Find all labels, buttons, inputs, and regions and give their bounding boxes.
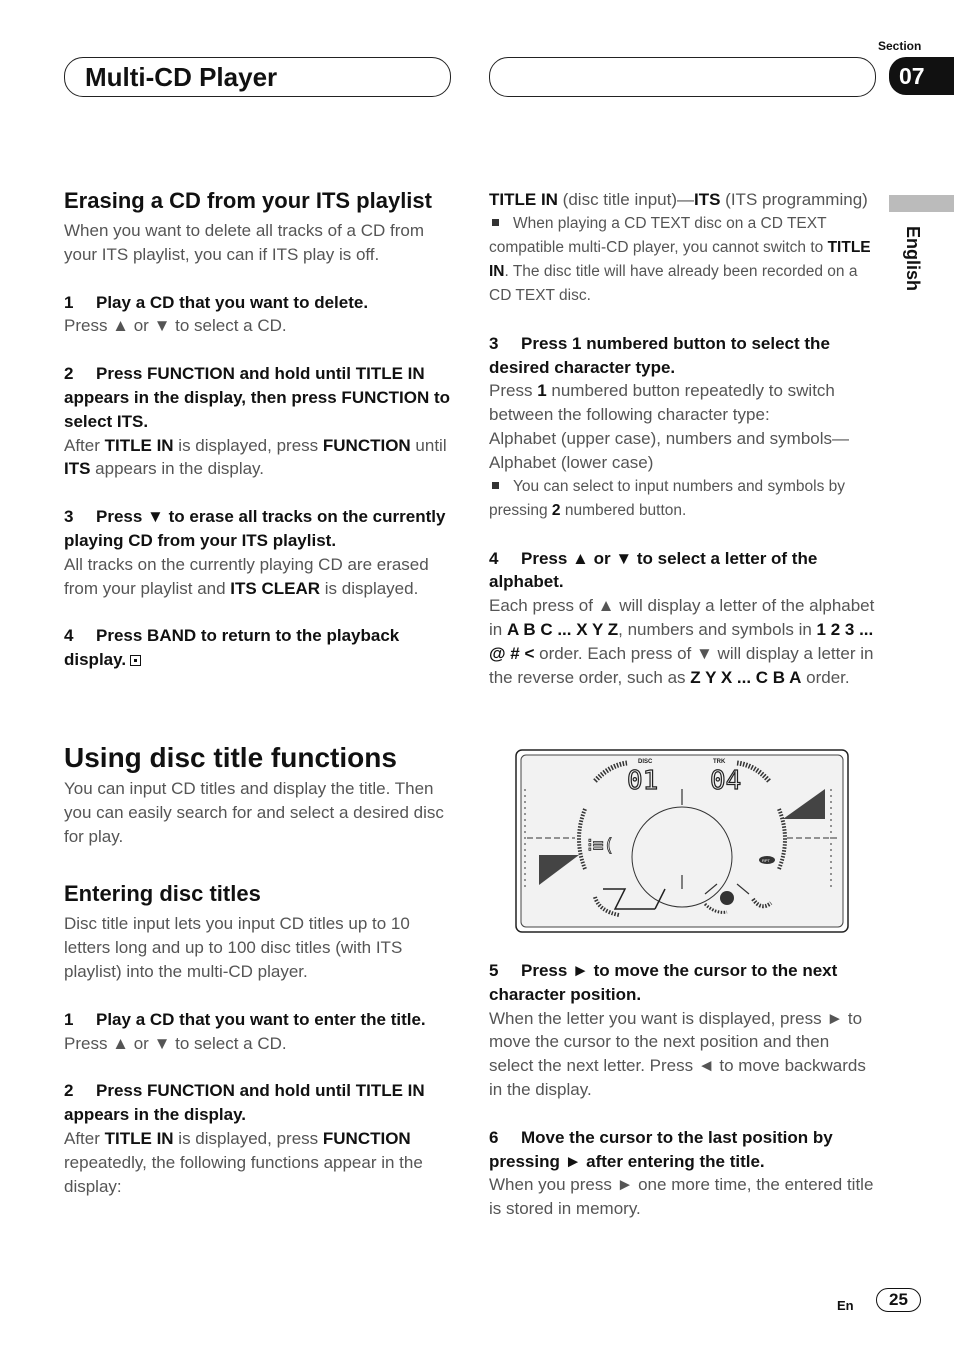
enter-step-1-body: Press ▲ or ▼ to select a CD.	[64, 1033, 287, 1053]
erase-step-2-body: After TITLE IN is displayed, press FUNCTION until ITS appears in the display.	[64, 435, 447, 479]
step-number: 4	[489, 548, 499, 568]
erase-step-1	[64, 291, 456, 315]
step-title: Press 1 numbered button to select the desired character type.	[489, 333, 830, 377]
right-column	[489, 188, 875, 689]
step-5-body: When the letter you want is displayed, press ► to move the cursor to the next position and then select the next letter. Press ◄ to move backwards in the display.	[489, 1008, 866, 1099]
entering-heading: Entering disc titles	[64, 881, 261, 907]
section-number-badge: 07	[889, 57, 954, 95]
step-title: Play a CD that you want to delete.	[96, 292, 369, 312]
step-title: Press FUNCTION and hold until TITLE IN appears in the display, then press FUNCTION to select ITS.	[64, 364, 451, 431]
step-number: 3	[489, 333, 499, 353]
enter-step-2	[64, 1079, 456, 1127]
step-5	[489, 959, 875, 1007]
right-column-lower	[489, 959, 875, 1221]
step-number: 4	[64, 626, 74, 646]
step-number: 1	[64, 292, 74, 312]
repeat-badge: RPT	[762, 858, 770, 863]
bullet-icon	[492, 482, 499, 489]
erase-step-3	[64, 505, 456, 553]
erase-intro: When you want to delete all tracks of a CD from your ITS playlist, you can if ITS play is off.	[64, 221, 424, 264]
erase-step-2	[64, 362, 456, 433]
erase-step-1-body: Press ▲ or ▼ to select a CD.	[64, 316, 287, 336]
track-number: 04	[710, 766, 742, 796]
step-4-body: Each press of ▲ will display a letter of the alphabet in A B C ... X Y Z, numbers and symbols in 1 2 3 ... @ # < order. Each press of ▼ will display a letter in the reverse order, such as Z Y X ... C B A order.	[489, 596, 875, 687]
disc-number: 01	[627, 766, 659, 796]
enter-step-2-body: After TITLE IN is displayed, press FUNCTION repeatedly, the following functions appear in the display:	[64, 1128, 423, 1196]
step-number: 6	[489, 1127, 499, 1147]
step-3	[489, 332, 875, 380]
lcd-display-illustration	[515, 749, 849, 933]
step-6-body: When you press ► one more time, the entered title is stored in memory.	[489, 1175, 874, 1219]
step-title: Play a CD that you want to enter the title.	[96, 1009, 426, 1029]
function-list: TITLE IN (disc title input)—ITS (ITS programming)	[489, 190, 868, 209]
step-number: 1	[64, 1009, 74, 1029]
step-title: Press ► to move the cursor to the next character position.	[489, 961, 838, 1004]
end-mark-icon	[130, 655, 141, 666]
entering-intro: Disc title input lets you input CD titles up to 10 letters long and up to 100 disc titles (with ITS playlist) into the multi-CD player.	[64, 914, 410, 981]
note-cd-text: When playing a CD TEXT disc on a CD TEXT compatible multi-CD player, you cannot switch to TITLE IN. The disc title will have already been recorded on a CD TEXT disc.	[489, 214, 871, 304]
footer-language: En	[837, 1298, 854, 1313]
step-number: 2	[64, 364, 74, 384]
step-6	[489, 1126, 875, 1174]
disc-label: DISC	[638, 759, 653, 765]
step-3-body: Press 1 numbered button repeatedly to switch between the following character type:	[489, 381, 835, 425]
language-tab	[889, 195, 954, 212]
header-right-frame	[489, 57, 876, 97]
step-title: Press BAND to return to the playback display.	[64, 626, 400, 670]
step-number: 3	[64, 507, 74, 527]
step-title: Move the cursor to the last position by pressing ► after entering the title.	[489, 1127, 833, 1171]
svg-text:⁝≡(: ⁝≡(	[587, 835, 615, 856]
page-number: 25	[876, 1288, 921, 1312]
using-intro: You can input CD titles and display the title. Then you can easily search for and select a desired disc for play.	[64, 778, 444, 846]
section-label: Section	[878, 39, 922, 53]
trk-label: TRK	[713, 759, 726, 765]
page-title: Multi-CD Player	[85, 62, 278, 92]
step-number: 2	[64, 1081, 74, 1101]
step-title: Press ▼ to erase all tracks on the currently playing CD from your ITS playlist.	[64, 507, 446, 550]
step-3-types: Alphabet (upper case), numbers and symbols—Alphabet (lower case)	[489, 428, 850, 472]
erase-step-4	[64, 624, 456, 672]
left-column	[64, 187, 456, 1198]
step-title: Press ▲ or ▼ to select a letter of the alphabet.	[489, 548, 818, 592]
step-4	[489, 547, 875, 595]
step-number: 5	[489, 961, 499, 980]
step-title: Press FUNCTION and hold until TITLE IN appears in the display.	[64, 1081, 425, 1125]
bullet-icon	[492, 219, 499, 226]
using-heading: Using disc title functions	[64, 741, 397, 773]
enter-step-1	[64, 1008, 456, 1032]
language-label: English	[903, 226, 923, 292]
erase-heading: Erasing a CD from your ITS playlist	[64, 188, 432, 213]
note-symbols: You can select to input numbers and symbols by pressing 2 numbered button.	[489, 477, 846, 519]
erase-step-3-body: All tracks on the currently playing CD are erased from your playlist and ITS CLEAR is displayed.	[64, 554, 429, 598]
